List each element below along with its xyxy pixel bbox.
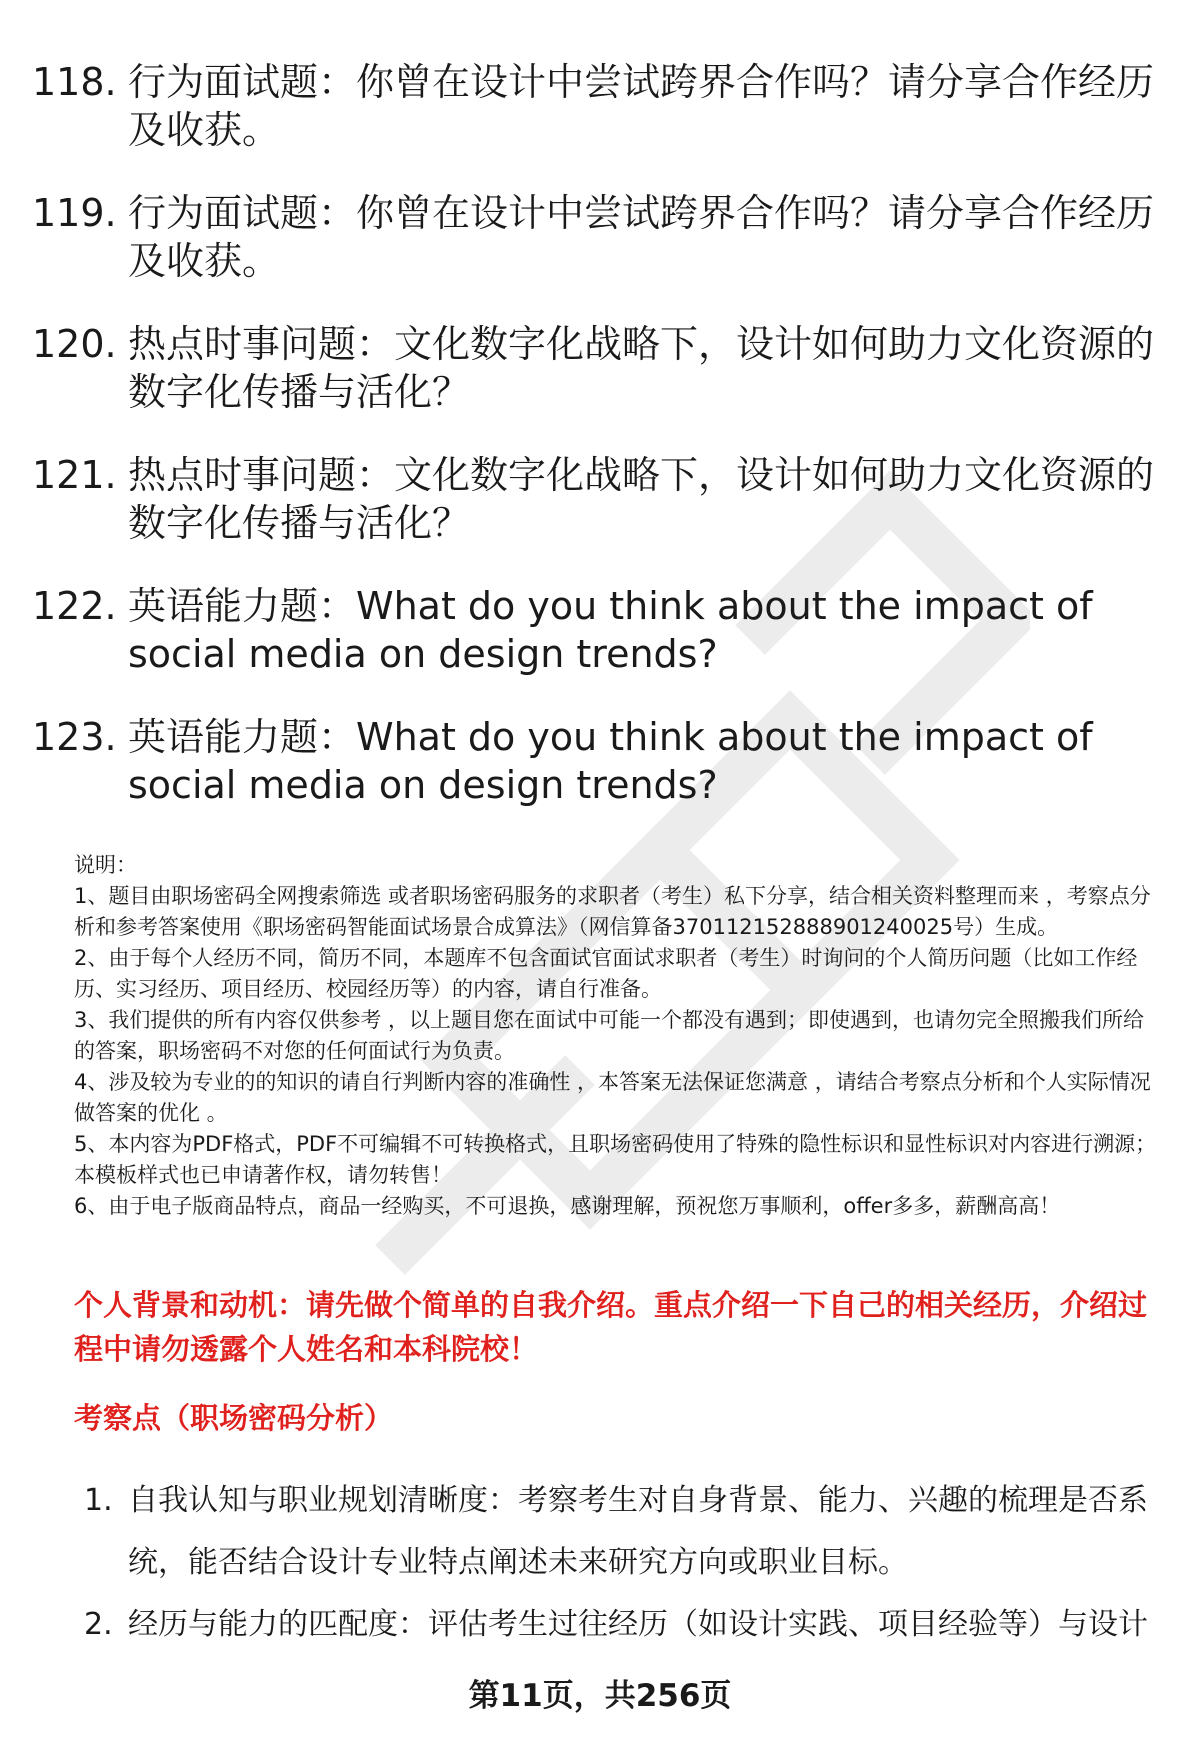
notes-heading: 说明： [74,853,137,877]
analysis-points [84,1470,1164,1656]
question-number: 123. [32,715,117,759]
question-text: 热点时事问题：文化数字化战略下，设计如何助力文化资源的数字化传播与活化？ [128,453,1155,545]
note-item: 5、本内容为PDF格式，PDF不可编辑不可转换格式，且职场密码使用了特殊的隐性标识和显性标识对内容进行溯源；本模板样式也已申请著作权，请勿转售！ [74,1132,1157,1187]
section-title: 个人背景和动机：请先做个简单的自我介绍。重点介绍一下自己的相关经历，介绍过程中请勿透露个人姓名和本科院校！ [74,1288,1148,1366]
note-item: 6、由于电子版商品特点，商品一经购买，不可退换，感谢理解，预祝您万事顺利，offer多多，薪酬高高！ [74,1194,1061,1218]
question-text: 行为面试题：你曾在设计中尝试跨界合作吗？请分享合作经历及收获。 [128,191,1155,283]
question-item [32,451,1172,547]
point-text: 经历与能力的匹配度：评估考生过往经历（如设计实践、项目经验等）与设计 [128,1607,1148,1642]
point-number: 1. [84,1483,113,1518]
note-item: 2、由于每个人经历不同，简历不同，本题库不包含面试官面试求职者（考生）时询问的个人简历问题（比如工作经历、实习经历、项目经历、校园经历等）的内容，请自行准备。 [74,946,1138,1001]
question-number: 122. [32,584,117,628]
page-footer: 第11页，共256页 [468,1678,732,1714]
question-number: 120. [32,322,117,366]
section-subtitle: 考察点（职场密码分析） [74,1401,394,1435]
question-number: 118. [32,60,117,104]
analysis-point [84,1470,1164,1594]
analysis-point [84,1594,1164,1656]
question-list [32,58,1172,844]
note-item: 3、我们提供的所有内容仅供参考 ，以上题目您在面试中可能一个都没有遇到；即使遇到，也请勿完全照搬我们所给的答案，职场密码不对您的任何面试行为负责。 [74,1008,1145,1063]
question-item [32,58,1172,154]
question-text: 行为面试题：你曾在设计中尝试跨界合作吗？请分享合作经历及收获。 [128,60,1155,152]
question-item [32,713,1172,809]
question-text: 英语能力题：What do you think about the impact of social media on design trends? [128,715,1093,807]
question-text: 英语能力题：What do you think about the impact of social media on design trends? [128,584,1093,676]
question-number: 121. [32,453,117,497]
question-number: 119. [32,191,117,235]
point-text: 自我认知与职业规划清晰度：考察考生对自身背景、能力、兴趣的梳理是否系统，能否结合设计专业特点阐述未来研究方向或职业目标。 [128,1483,1148,1580]
note-item: 1、题目由职场密码全网搜索筛选 或者职场密码服务的求职者（考生）私下分享，结合相关资料整理而来 ，考察点分析和参考答案使用《职场密码智能面试场景合成算法》（网信算备370112152888901240025号）生成。 [74,884,1151,939]
question-item [32,189,1172,285]
disclaimer-notes [74,850,1164,1222]
note-item: 4、涉及较为专业的的知识的请自行判断内容的准确性 ，本答案无法保证您满意 ，请结合考察点分析和个人实际情况做答案的优化 。 [74,1070,1151,1125]
question-item [32,320,1172,416]
point-number: 2. [84,1607,113,1642]
question-item [32,582,1172,678]
question-text: 热点时事问题：文化数字化战略下，设计如何助力文化资源的数字化传播与活化？ [128,322,1155,414]
